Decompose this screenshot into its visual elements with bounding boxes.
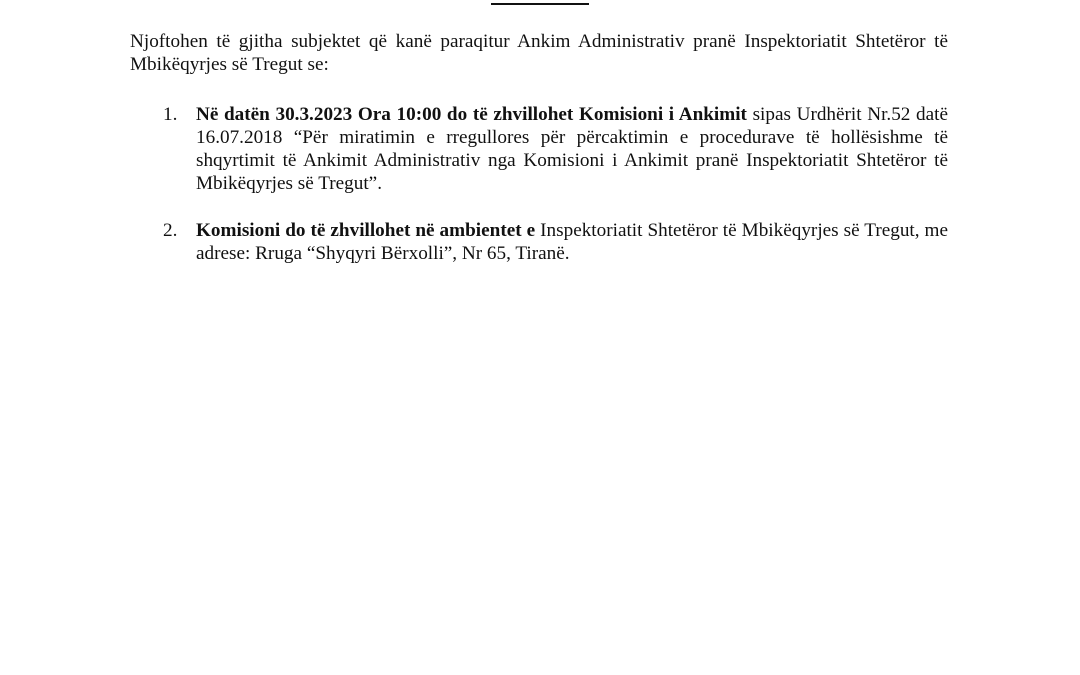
list-item-bold-text: Komisioni do të zhvillohet në ambientet e (196, 220, 536, 241)
list-item-bold-text: Në datën 30.3.2023 Ora 10:00 do të zhvillohet Komisioni i Ankimit (196, 104, 747, 125)
page-heading-fragment (491, 0, 589, 7)
list-item-number: 1. (163, 104, 178, 125)
list-item-regular-text: Inspektoriatit Shtetëror të Mbikëqyrjes së Tregut, me adrese: Rruga “Shyqyri Bërxolli”, Nr 65, Tiranë. (196, 220, 948, 264)
list-item-text (196, 219, 948, 265)
list-item-regular-text: sipas Urdhërit Nr.52 datë 16.07.2018 “Për miratimin e rregullores për përcaktimin e procedurave të hollësishme të shqyrtimit të Ankimit Administrativ nga Komisioni i Ankimit pranë Inspektoriatit Shtetëror të Mbikëqyrjes së Tregut”. (196, 104, 948, 194)
document-body (130, 30, 948, 265)
list-item (130, 219, 948, 265)
list-item-number: 2. (163, 220, 178, 241)
list-item-text (196, 103, 948, 195)
list-item (130, 103, 948, 195)
numbered-list (130, 103, 948, 265)
intro-paragraph: Njoftohen të gjitha subjektet që kanë paraqitur Ankim Administrativ pranë Inspektoriatit Shtetëror të Mbikëqyrjes së Tregut se: (130, 31, 948, 75)
heading-underline (491, 3, 589, 5)
